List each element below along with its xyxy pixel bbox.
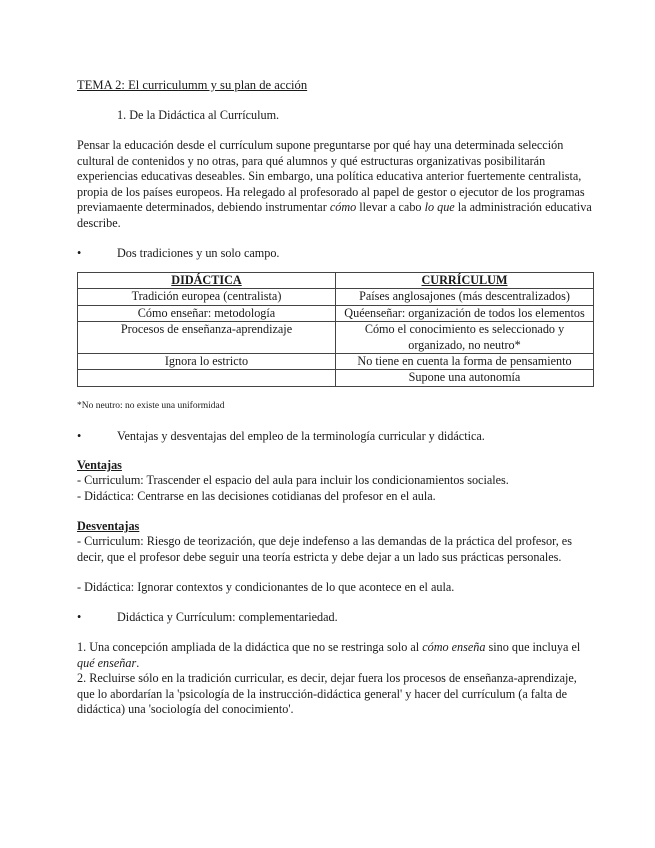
table-cell: Cómo el conocimiento es seleccionado y organizado, no neutro* — [336, 322, 594, 354]
bullet-text: Dos tradiciones y un solo campo. — [117, 246, 280, 260]
intro-text-2: llevar a cabo — [356, 200, 425, 215]
intro-emphasis-1: cómo — [329, 200, 357, 215]
intro-text-1: Pensar la educación desde el currículum supone preguntarse por qué hay una determinada selección cultural de contenidos y no otras, para qué alumnos y qué estructuras organizativas posibilitarán experiencias educativas deseables. Sin embargo, una política educativa anterior fuertemente centralista, propia de los países europeos. Ha relegado al profesorado al papel de gestor o ejecutor de los programas previamaente determinados, debiendo instrumentar — [77, 138, 585, 215]
table-cell: Procesos de enseñanza-aprendizaje — [78, 322, 336, 354]
numbered-emphasis-2: qué enseñar — [77, 655, 137, 670]
section-heading: 1. De la Didáctica al Currículum. — [117, 108, 280, 122]
intro-emphasis-2: lo que — [424, 200, 455, 215]
table-footnote: *No neutro: no existe una uniformidad — [77, 401, 225, 411]
intro-text-3: la administración educativa describe. — [77, 200, 592, 230]
ventajas-item: - Curriculum: Trascender el espacio del aula para incluir los condicionamientos sociales. — [77, 473, 509, 487]
comparison-table — [77, 272, 594, 387]
table-cell: Supone una autonomía — [336, 370, 594, 386]
numbered-text-2: sino que incluya el — [485, 640, 581, 654]
table-row — [78, 305, 594, 321]
bullet-symbol: • — [77, 429, 82, 443]
header-curriculum: CURRÍCULUM — [336, 273, 594, 289]
numbered-item-2: 2. Recluirse sólo en la tradición curricular, es decir, dejar fuera los procesos de enseñanza-aprendizaje, que lo abordarían la 'psicología de la instrucción-didáctica general' y hacer del currículum (a falta de didáctica) una 'sociología del conocimiento'. — [77, 671, 577, 717]
table-cell: Ignora lo estricto — [78, 354, 336, 370]
table-cell: Tradición europea (centralista) — [78, 289, 336, 305]
table-cell: Cómo enseñar: metodología — [78, 305, 336, 321]
document-title: TEMA 2: El curriculumm y su plan de acción — [77, 78, 308, 92]
desventajas-heading: Desventajas — [77, 519, 140, 533]
table-row — [78, 370, 594, 386]
bullet-symbol: • — [77, 246, 82, 260]
desventajas-item: - Didáctica: Ignorar contextos y condicionantes de lo que acontece en el aula. — [77, 580, 455, 594]
bullet-symbol: • — [77, 610, 82, 624]
header-didactica: DIDÁCTICA — [78, 273, 336, 289]
ventajas-item: - Didáctica: Centrarse en las decisiones cotidianas del profesor en el aula. — [77, 489, 436, 503]
table-cell: Quéenseñar: organización de todos los elementos — [336, 305, 594, 321]
table-row — [78, 289, 594, 305]
numbered-item-1 — [77, 640, 593, 671]
desventajas-item: - Curriculum: Riesgo de teorización, que deje indefenso a las demandas de la práctica del profesor, es decir, que el profesor debe seguir una teoría estricta y debe dejar a un lado sus prácticas personales. — [77, 534, 572, 564]
table-row — [78, 322, 594, 354]
table-cell: No tiene en cuenta la forma de pensamiento — [336, 354, 594, 370]
intro-paragraph — [77, 138, 593, 232]
table-header-row — [78, 273, 594, 289]
table-row — [78, 354, 594, 370]
bullet-text: Ventajas y desventajas del empleo de la terminología curricular y didáctica. — [117, 429, 485, 443]
table-cell — [78, 370, 336, 386]
bullet-text: Didáctica y Currículum: complementariedad. — [117, 610, 338, 624]
numbered-text-3: . — [136, 655, 140, 670]
table-cell: Países anglosajones (más descentralizados) — [336, 289, 594, 305]
ventajas-heading: Ventajas — [77, 458, 122, 472]
numbered-emphasis-1: cómo enseña — [422, 640, 486, 654]
numbered-text-1: 1. Una concepción ampliada de la didáctica que no se restringa solo al — [77, 640, 423, 654]
